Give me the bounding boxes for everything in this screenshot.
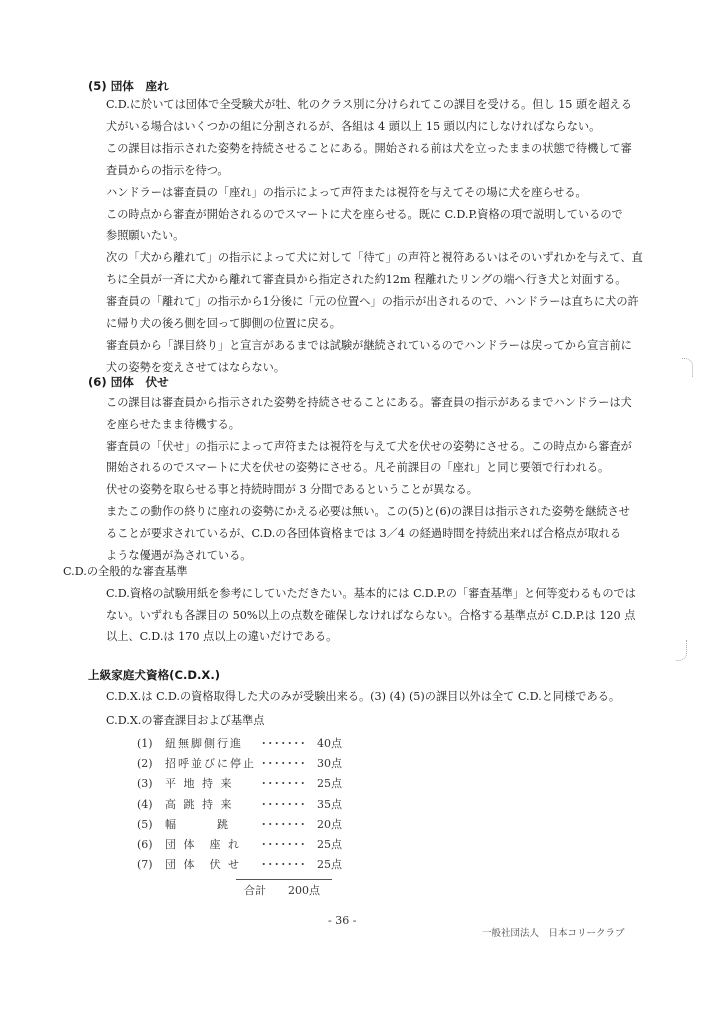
score-name: 高 跳 持 来 xyxy=(165,797,234,811)
score-points: 35点 xyxy=(317,797,342,811)
text-line: C.D.資格の試験用紙を参考にしていただきたい。基本的には C.D.P.の「審査基準」と何等変わるものでは xyxy=(106,587,636,600)
cdx-subtitle: C.D.X.の審査課目および基準点 xyxy=(106,714,265,727)
total-points: 200点 xyxy=(288,884,320,897)
score-num: (5) xyxy=(137,817,153,831)
text-line: 犬がいる場合はいくつかの組に分割されるが、各組は 4 頭以上 15 頭以内にしなければならない。 xyxy=(106,119,601,133)
text-line: ハンドラーは審査員の「座れ」の指示によって声符または視符を与えてその場に犬を座らせる。 xyxy=(106,185,587,199)
text-line: ちに全員が一斉に犬から離れて審査員から指定された約12m 程離れたリングの端へ行き犬と対面する。 xyxy=(106,273,627,287)
score-dots: ･･･････ xyxy=(261,757,307,771)
score-name: 幅 跳 xyxy=(165,817,230,831)
score-name: 団 体 座 れ xyxy=(165,838,241,851)
section-6-title: (6) 団体 伏せ xyxy=(88,375,169,389)
text-line: 参照願いたい。 xyxy=(106,229,185,243)
score-dots: ･･･････ xyxy=(261,817,307,831)
text-line: この課目は審査員から指示された姿勢を持続させることにある。審査員の指示があるまでハンドラーは犬 xyxy=(106,396,632,409)
score-name: 平 地 持 来 xyxy=(165,777,234,791)
score-points: 30点 xyxy=(317,757,342,771)
text-line: 伏せの姿勢を取らせる事と持続時間が 3 分間であるということが異なる。 xyxy=(106,483,478,497)
score-name: 紐無脚側行進 xyxy=(165,737,243,750)
score-row xyxy=(137,858,357,872)
score-num: (2) xyxy=(137,757,153,771)
score-dots: ･･･････ xyxy=(261,838,307,851)
cdx-title: 上級家庭犬資格(C.D.X.) xyxy=(88,668,221,682)
score-dots: ･･･････ xyxy=(261,737,307,750)
section-5-title: (5) 団体 座れ xyxy=(88,79,169,93)
text-line: 犬の姿勢を変えさせてはならない。 xyxy=(106,360,286,374)
score-name: 招呼並びに停止 xyxy=(165,757,256,771)
score-dots: ･･･････ xyxy=(261,858,307,872)
text-line: またこの動作の終りに座れの姿勢にかえる必要は無い。この(5)と(6)の課目は指示された姿勢を継続させ xyxy=(106,505,630,518)
score-row xyxy=(137,737,357,751)
score-row xyxy=(137,798,357,812)
text-line: を座らせたまま待機する。 xyxy=(106,417,240,431)
score-num: (7) xyxy=(137,858,153,872)
page-number: - 36 - xyxy=(328,914,357,927)
text-line: ない。いずれも各課目の 50%以上の点数を確保しなければならない。合格する基準点が C.D.P.は 120 点 xyxy=(106,608,636,622)
criteria-title: C.D.の全般的な審査基準 xyxy=(63,565,188,578)
organization-name: 一般社団法人 日本コリークラブ xyxy=(482,928,625,939)
score-dots: ･･･････ xyxy=(261,797,307,811)
score-num: (6) xyxy=(137,838,153,851)
text-line: 次の「犬から離れて」の指示によって犬に対して「待て」の声符と視符あるいはそのいずれかを与えて、直 xyxy=(106,251,643,265)
score-row xyxy=(137,838,357,852)
score-num: (1) xyxy=(137,737,153,750)
score-points: 25点 xyxy=(317,777,342,791)
text-line: 査員からの指示を待つ。 xyxy=(106,163,229,177)
text-line: この課目は指示された姿勢を持続させることにある。開始される前は犬を立ったままの状態で待機して審 xyxy=(106,141,632,155)
text-line: 以上、C.D.は 170 点以上の違いだけである。 xyxy=(106,630,338,643)
cdx-intro: C.D.X.は C.D.の資格取得した犬のみが受験出来る。(3) (4) (5)の課目以外は全て C.D.と同様である。 xyxy=(106,690,621,703)
score-row xyxy=(137,757,357,771)
score-points: 25点 xyxy=(317,858,342,872)
text-line: 開始されるのでスマートに犬を伏せの姿勢にさせる。凡そ前課目の「座れ」と同じ要領で行われる。 xyxy=(106,461,610,475)
scan-mark-top xyxy=(682,358,693,377)
score-dots: ･･･････ xyxy=(261,777,307,791)
total-divider xyxy=(236,879,332,880)
text-line: 審査員から「課目終り」と宣言があるまでは試験が継続されているのでハンドラーは戻ってから宣言前に xyxy=(106,338,632,352)
text-line: ることが要求されているが、C.D.の各団体資格までは 3／4 の経過時間を持続出来れば合格点が取れる xyxy=(106,526,622,540)
total-label: 合計 xyxy=(244,884,266,897)
score-points: 40点 xyxy=(317,737,342,750)
text-line: ような優遇が為されている。 xyxy=(106,548,252,562)
text-line: この時点から審査が開始されるのでスマートに犬を座らせる。既に C.D.P.資格の項で説明しているので xyxy=(106,207,623,221)
text-line: C.D.に於いては団体で全受験犬が牡、牝のクラス別に分けられてこの課目を受ける。但し 15 頭を超える xyxy=(106,98,632,111)
text-line: 審査員の「伏せ」の指示によって声符または視符を与えて犬を伏せの姿勢にさせる。この時点から審査が xyxy=(106,439,632,453)
score-row xyxy=(137,777,357,791)
score-num: (3) xyxy=(137,777,153,791)
score-points: 20点 xyxy=(317,817,342,831)
score-row xyxy=(137,818,357,832)
scan-mark-bottom xyxy=(676,640,687,661)
score-num: (4) xyxy=(137,797,153,811)
text-line: に帰り犬の後ろ側を回って脚側の位置に戻る。 xyxy=(106,317,341,330)
text-line: 審査員の「離れて」の指示から1分後に「元の位置へ」の指示が出されるので、ハンドラーは直ちに犬の許 xyxy=(106,295,639,309)
score-name: 団 体 伏 せ xyxy=(165,858,241,872)
score-points: 25点 xyxy=(317,838,342,851)
